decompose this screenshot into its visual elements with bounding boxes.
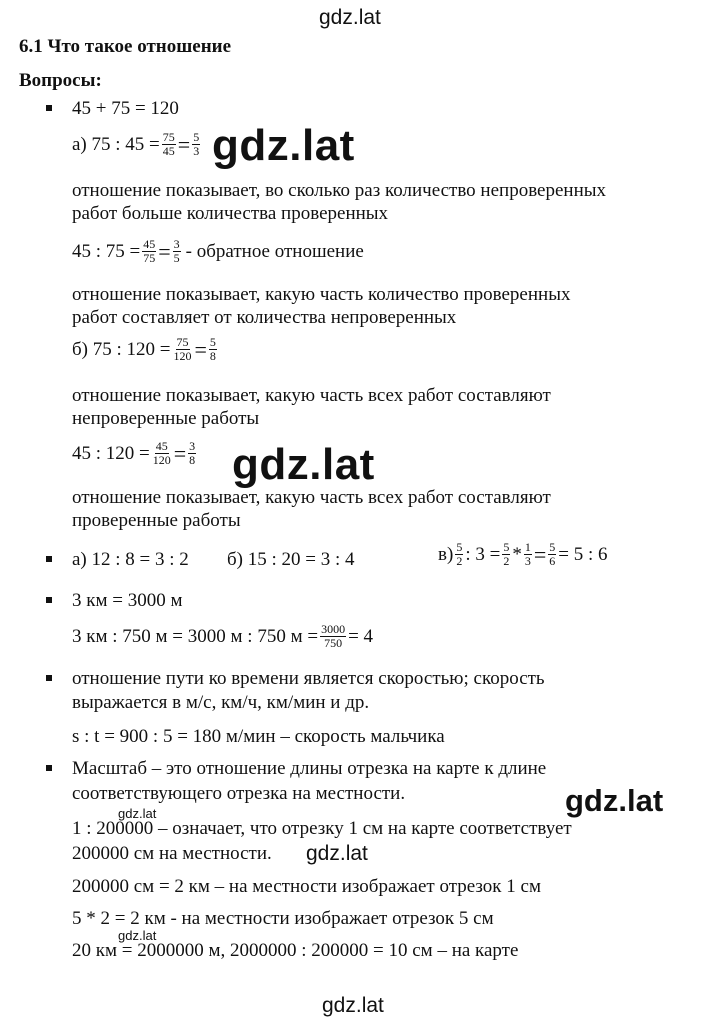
- numerator: 45: [155, 439, 168, 453]
- numerator: 3: [189, 439, 196, 453]
- item5-line1: Масштаб – это отношение длины отрезка на карте к длине: [72, 758, 547, 779]
- numerator: 75: [176, 335, 189, 349]
- watermark-tiny: gdz.lat: [118, 928, 157, 943]
- item3-line1: 3 км = 3000 м: [72, 590, 183, 611]
- denominator: 8: [209, 349, 216, 363]
- watermark-large: gdz.lat: [212, 121, 355, 170]
- bullet-2: [46, 556, 52, 562]
- denominator: 750: [324, 636, 343, 650]
- section-heading: 6.1 Что такое отношение: [19, 36, 232, 57]
- item1-c-equation: [72, 440, 198, 467]
- equation-text: в): [438, 543, 454, 565]
- watermark-medium: gdz.lat: [565, 783, 664, 818]
- watermark-small: gdz.lat: [306, 842, 368, 865]
- numerator: 1: [524, 540, 531, 554]
- questions-heading: Вопросы:: [19, 70, 102, 91]
- item1-explanation-1a: отношение показывает, во сколько раз количество непроверенных: [72, 180, 607, 201]
- denominator: 3: [193, 144, 200, 158]
- fraction: [455, 541, 463, 568]
- item4-line2: выражается в м/с, км/ч, км/мин и др.: [72, 692, 370, 713]
- denominator: 5: [173, 251, 180, 265]
- item1-a-equation: [72, 131, 202, 158]
- numerator: 5: [503, 540, 510, 554]
- equation-text: - обратное отношение: [185, 240, 364, 262]
- numerator: 5: [193, 130, 200, 144]
- equation-text: б) 75 : 120 =: [72, 338, 171, 360]
- denominator: 2: [456, 554, 463, 568]
- item5-line3: 1 : 200000 – означает, что отрезку 1 см на карте соответствует: [72, 818, 572, 839]
- item2-b: б) 15 : 20 = 3 : 4: [227, 549, 355, 570]
- denominator: 120: [173, 349, 192, 363]
- item2-a: а) 12 : 8 = 3 : 2: [72, 549, 189, 570]
- item5-line5: 200000 см = 2 км – на местности изображает отрезок 1 см: [72, 876, 541, 897]
- item5-line4: 200000 см на местности.: [72, 843, 272, 864]
- fraction: [320, 623, 346, 650]
- bullet-4: [46, 675, 52, 681]
- watermark-bottom: gdz.lat: [322, 994, 384, 1017]
- denominator: 120: [152, 453, 171, 467]
- equals-sign: =: [533, 541, 547, 567]
- item1-explanation-2b: работ составляет от количества непроверенных: [72, 307, 457, 328]
- watermark-large: gdz.lat: [232, 440, 375, 489]
- item2-v-equation: [438, 541, 607, 568]
- item1-explanation-3a: отношение показывает, какую часть всех работ составляют: [72, 385, 551, 406]
- denominator: 6: [549, 554, 556, 568]
- item1-explanation-1b: работ больше количества проверенных: [72, 203, 389, 224]
- item3-line2: [72, 623, 373, 650]
- denominator: 3: [524, 554, 531, 568]
- watermark-top: gdz.lat: [319, 6, 381, 29]
- item1-explanation-2a: отношение показывает, какую часть количество проверенных: [72, 284, 571, 305]
- equation-text: 3 км : 750 м = 3000 м : 750 м =: [72, 625, 319, 647]
- item1-inverse-equation: [72, 238, 364, 265]
- numerator: 5: [549, 540, 556, 554]
- fraction: [173, 238, 181, 265]
- fraction: [524, 541, 532, 568]
- numerator: 3: [173, 237, 180, 251]
- numerator: 75: [162, 130, 175, 144]
- numerator: 3000: [321, 622, 346, 636]
- denominator: 75: [143, 251, 156, 265]
- item1-explanation-4b: проверенные работы: [72, 510, 241, 531]
- equals-sign: =: [158, 238, 171, 264]
- item1-sum: 45 + 75 = 120: [72, 98, 179, 119]
- fraction: [173, 336, 193, 363]
- equation-text: 45 : 75 =: [72, 240, 141, 262]
- item5-line2: соответствующего отрезка на местности.: [72, 783, 406, 804]
- item4-line3: s : t = 900 : 5 = 180 м/мин – скорость мальчика: [72, 726, 445, 747]
- numerator: 5: [456, 540, 463, 554]
- numerator: 5: [209, 335, 216, 349]
- item1-a-prefix: а) 75 : 45 =: [72, 133, 160, 155]
- fraction: [152, 440, 172, 467]
- fraction: [162, 131, 176, 158]
- item1-explanation-3b: непроверенные работы: [72, 408, 260, 429]
- fraction: [188, 440, 196, 467]
- numerator: 45: [143, 237, 156, 251]
- fraction: [192, 131, 200, 158]
- equation-text: : 3 =: [465, 543, 501, 565]
- fraction: [209, 336, 217, 363]
- watermark-tiny: gdz.lat: [118, 806, 157, 821]
- bullet-1: [46, 105, 52, 111]
- item4-line1: отношение пути ко времени является скоростью; скорость: [72, 668, 545, 689]
- equals-sign: =: [173, 440, 187, 466]
- item5-line7: 20 км = 2000000 м, 2000000 : 200000 = 10 см – на карте: [72, 940, 519, 961]
- equals-sign: =: [177, 131, 191, 157]
- denominator: 2: [503, 554, 510, 568]
- denominator: 45: [162, 144, 175, 158]
- denominator: 8: [189, 453, 196, 467]
- bullet-3: [46, 597, 52, 603]
- fraction: [548, 541, 556, 568]
- item1-explanation-4a: отношение показывает, какую часть всех работ составляют: [72, 487, 551, 508]
- fraction: [142, 238, 156, 265]
- item1-b-equation: [72, 336, 219, 363]
- equation-text: = 5 : 6: [558, 543, 608, 565]
- bullet-5: [46, 765, 52, 771]
- equals-sign: =: [194, 336, 207, 362]
- equation-text: = 4: [348, 625, 374, 647]
- equation-text: *: [512, 543, 522, 565]
- fraction: [502, 541, 510, 568]
- equation-text: 45 : 120 =: [72, 442, 150, 464]
- item5-line6: 5 * 2 = 2 км - на местности изображает отрезок 5 см: [72, 908, 494, 929]
